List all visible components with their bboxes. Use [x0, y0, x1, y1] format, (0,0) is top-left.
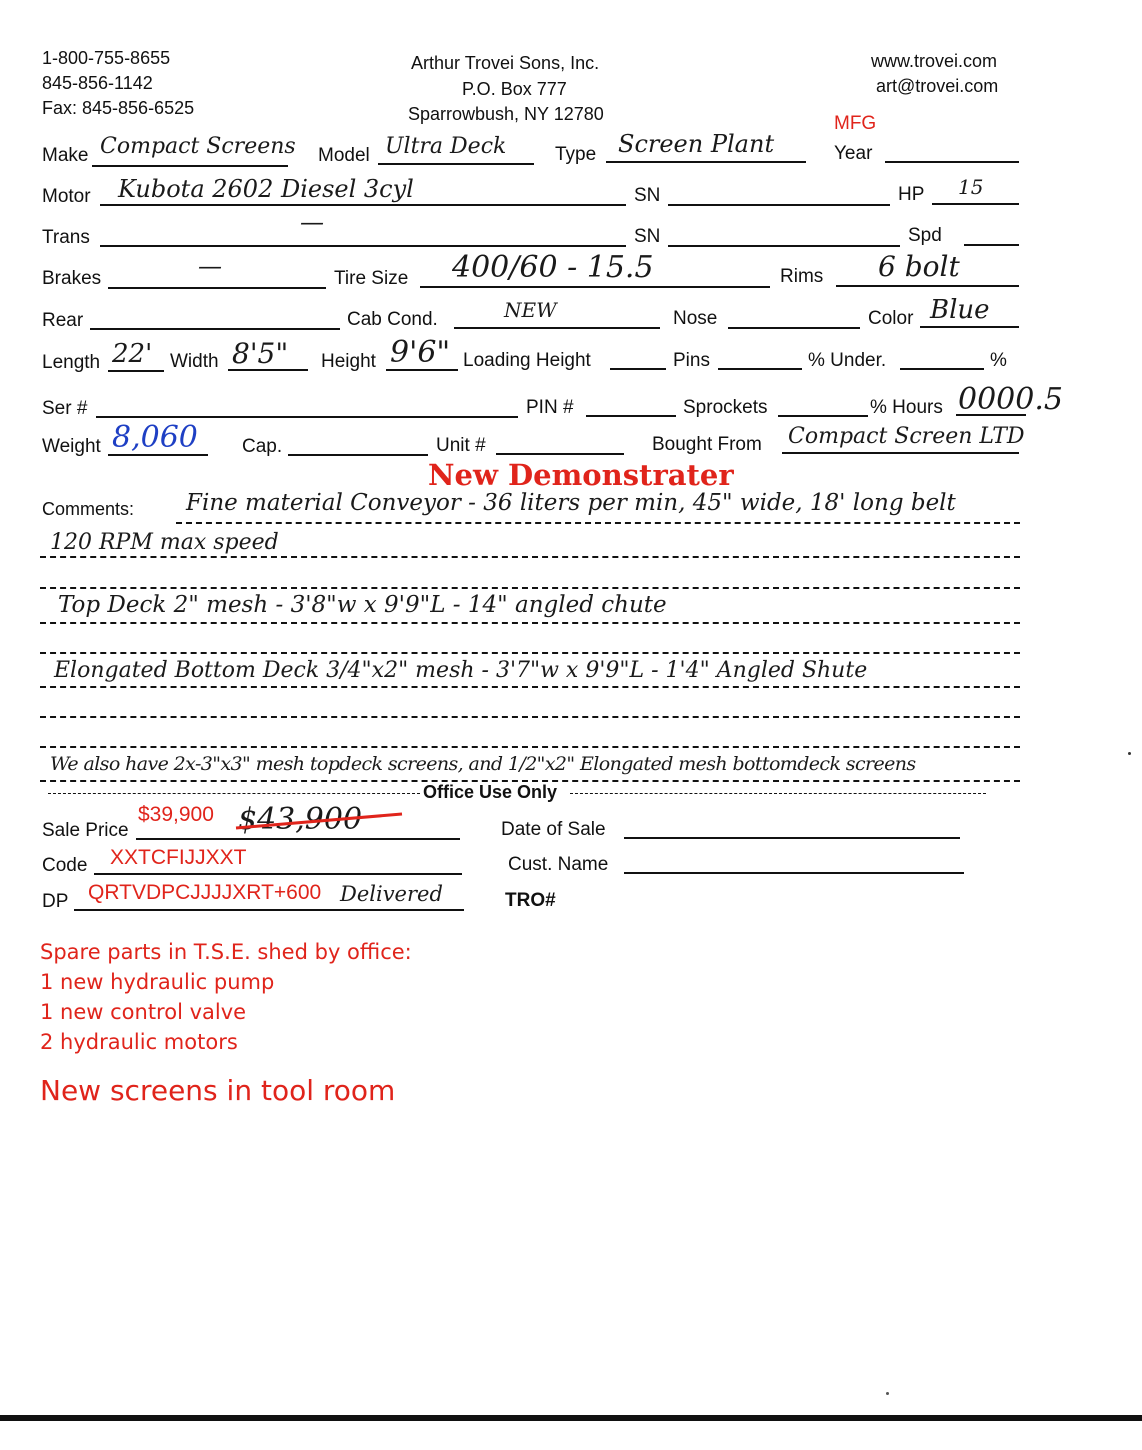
brakes-value: —	[198, 252, 222, 280]
phone-2: 845-856-1142	[42, 73, 153, 93]
length-line	[108, 370, 164, 372]
code-label: Code	[42, 855, 88, 876]
comment-rule-5	[40, 686, 1020, 688]
code-line	[94, 873, 462, 875]
hours-value: 0000.5	[958, 382, 1063, 417]
comment-rule-1	[176, 522, 1020, 524]
cab-cond-line	[454, 327, 660, 329]
spare-part-item: 1 new control valve	[40, 1000, 247, 1024]
motor-label: Motor	[42, 186, 91, 207]
year-label: Year	[834, 143, 873, 164]
brakes-label: Brakes	[42, 268, 102, 289]
comment-line-2: 120 RPM max speed	[50, 530, 279, 555]
comment-rule-2	[40, 556, 1020, 558]
loading-height-line	[610, 368, 666, 370]
ser-line	[96, 416, 518, 418]
rear-label: Rear	[42, 310, 84, 331]
under-percent: %	[990, 350, 1007, 371]
height-label: Height	[321, 351, 376, 372]
nose-line	[728, 327, 860, 329]
phone-1: 1-800-755-8655	[42, 48, 171, 68]
type-value: Screen Plant	[618, 130, 775, 158]
company-website[interactable]: www.trovei.com	[871, 51, 998, 71]
code-value: XXTCFIJJXXT	[110, 846, 247, 869]
fax-number: Fax: 845-856-6525	[42, 98, 195, 118]
office-rule-right	[570, 793, 986, 794]
length-value: 22'	[112, 339, 153, 369]
type-label: Type	[555, 144, 597, 165]
comment-line-5: Elongated Bottom Deck 3/4"x2" mesh - 3'7"w x 9'9"L - 1'4" Angled Shute	[54, 658, 868, 683]
hp-value: 15	[958, 175, 984, 199]
tire-size-label: Tire Size	[334, 268, 409, 289]
cust-name-label: Cust. Name	[508, 854, 609, 875]
color-value: Blue	[930, 295, 990, 325]
comment-rule-4b	[40, 652, 1020, 654]
comment-line-7: We also have 2x-3"x3" mesh topdeck screens, and 1/2"x2" Elongated mesh bottomdeck screens	[50, 753, 916, 775]
make-line	[92, 165, 288, 167]
color-line	[920, 326, 1019, 328]
delivered-note: Delivered	[340, 882, 443, 906]
hours-label: % Hours	[870, 397, 943, 418]
comment-line-1: Fine material Conveyor - 36 liters per min, 45" wide, 18' long belt	[186, 490, 956, 516]
date-of-sale-label: Date of Sale	[501, 819, 606, 840]
sale-price-old: $43,900	[238, 802, 363, 837]
length-label: Length	[42, 352, 101, 373]
comment-rule-6	[40, 716, 1020, 718]
bought-from-line	[782, 452, 1019, 454]
width-label: Width	[170, 351, 219, 372]
sale-price-new: $39,900	[138, 803, 214, 826]
comment-rule-7	[40, 746, 1020, 748]
sn-label: SN	[634, 185, 661, 206]
loading-height-label: Loading Height	[463, 350, 591, 371]
motor-line	[100, 204, 626, 206]
dp-label: DP	[42, 891, 69, 912]
make-value: Compact Screens	[100, 134, 296, 159]
stray-dot	[886, 1392, 889, 1395]
sale-price-label: Sale Price	[42, 820, 129, 841]
comments-label: Comments:	[42, 499, 135, 519]
new-screens-note: New screens in tool room	[40, 1074, 396, 1107]
cust-name-line	[624, 872, 964, 874]
bought-from-label: Bought From	[652, 434, 762, 455]
spare-parts-title: Spare parts in T.S.E. shed by office:	[40, 940, 412, 964]
dp-line	[74, 909, 464, 911]
nose-label: Nose	[673, 308, 718, 329]
hp-line	[932, 203, 1019, 205]
company-name: Arthur Trovei Sons, Inc.	[411, 53, 600, 73]
new-demonstrator-note: New Demonstrater	[428, 458, 734, 492]
unit-label: Unit #	[436, 435, 486, 456]
dp-value: QRTVDPCJJJJXRT+600	[88, 881, 322, 904]
hp-label: HP	[898, 184, 925, 205]
strikethrough-mark	[234, 808, 406, 834]
spare-part-item: 2 hydraulic motors	[40, 1030, 238, 1054]
pin-label: PIN #	[526, 397, 574, 418]
tire-size-line	[420, 286, 770, 288]
tire-size-value: 400/60 - 15.5	[452, 250, 654, 285]
sprockets-label: Sprockets	[683, 397, 768, 418]
rims-line	[836, 285, 1019, 287]
spare-part-item: 1 new hydraulic pump	[40, 970, 275, 994]
cab-cond-value: NEW	[504, 298, 557, 322]
bought-from-value: Compact Screen LTD	[788, 424, 1025, 449]
company-email[interactable]: art@trovei.com	[876, 76, 999, 96]
comment-rule-4	[40, 622, 1020, 624]
company-po-box: P.O. Box 777	[462, 79, 567, 99]
under-line	[900, 368, 984, 370]
sn2-label: SN	[634, 226, 661, 247]
rear-line	[90, 328, 340, 330]
width-value: 8'5"	[232, 337, 289, 370]
mfg-note: MFG	[834, 113, 877, 134]
unit-line	[496, 453, 624, 455]
cab-cond-label: Cab Cond.	[347, 309, 438, 330]
ser-label: Ser #	[42, 398, 88, 419]
scan-edge-bar	[0, 1415, 1142, 1421]
height-value: 9'6"	[390, 335, 451, 370]
comment-rule-3	[40, 587, 1020, 589]
sn-line	[668, 204, 890, 206]
color-label: Color	[868, 308, 914, 329]
office-rule-left	[48, 793, 420, 794]
sn2-line	[668, 245, 900, 247]
weight-value: 8,060	[112, 420, 198, 455]
weight-label: Weight	[42, 436, 101, 457]
rims-label: Rims	[780, 266, 824, 287]
type-line	[606, 161, 806, 163]
tro-label: TRO#	[505, 890, 556, 911]
cap-label: Cap.	[242, 436, 283, 457]
pin-line	[586, 415, 676, 417]
date-of-sale-line	[624, 837, 960, 839]
motor-value: Kubota 2602 Diesel 3cyl	[118, 175, 414, 203]
comment-line-4: Top Deck 2" mesh - 3'8"w x 9'9"L - 14" angled chute	[58, 592, 667, 618]
model-value: Ultra Deck	[385, 134, 507, 159]
brakes-line	[108, 287, 326, 289]
pins-line	[718, 368, 802, 370]
company-city: Sparrowbush, NY 12780	[408, 104, 604, 124]
stray-dot	[1128, 752, 1131, 755]
model-line	[378, 163, 534, 165]
trans-line	[100, 245, 626, 247]
year-line	[885, 161, 1019, 163]
pins-label: Pins	[673, 350, 710, 371]
sale-price-line	[136, 838, 460, 840]
sprockets-line	[778, 415, 868, 417]
under-label: % Under.	[808, 350, 887, 371]
rims-value: 6 bolt	[878, 250, 960, 283]
cap-line	[288, 454, 428, 456]
office-use-only-title: Office Use Only	[423, 782, 558, 802]
trans-label: Trans	[42, 227, 90, 248]
spd-line	[964, 244, 1019, 246]
make-label: Make	[42, 145, 89, 166]
spd-label: Spd	[908, 225, 942, 246]
model-label: Model	[318, 145, 370, 166]
trans-value: —	[300, 208, 324, 236]
